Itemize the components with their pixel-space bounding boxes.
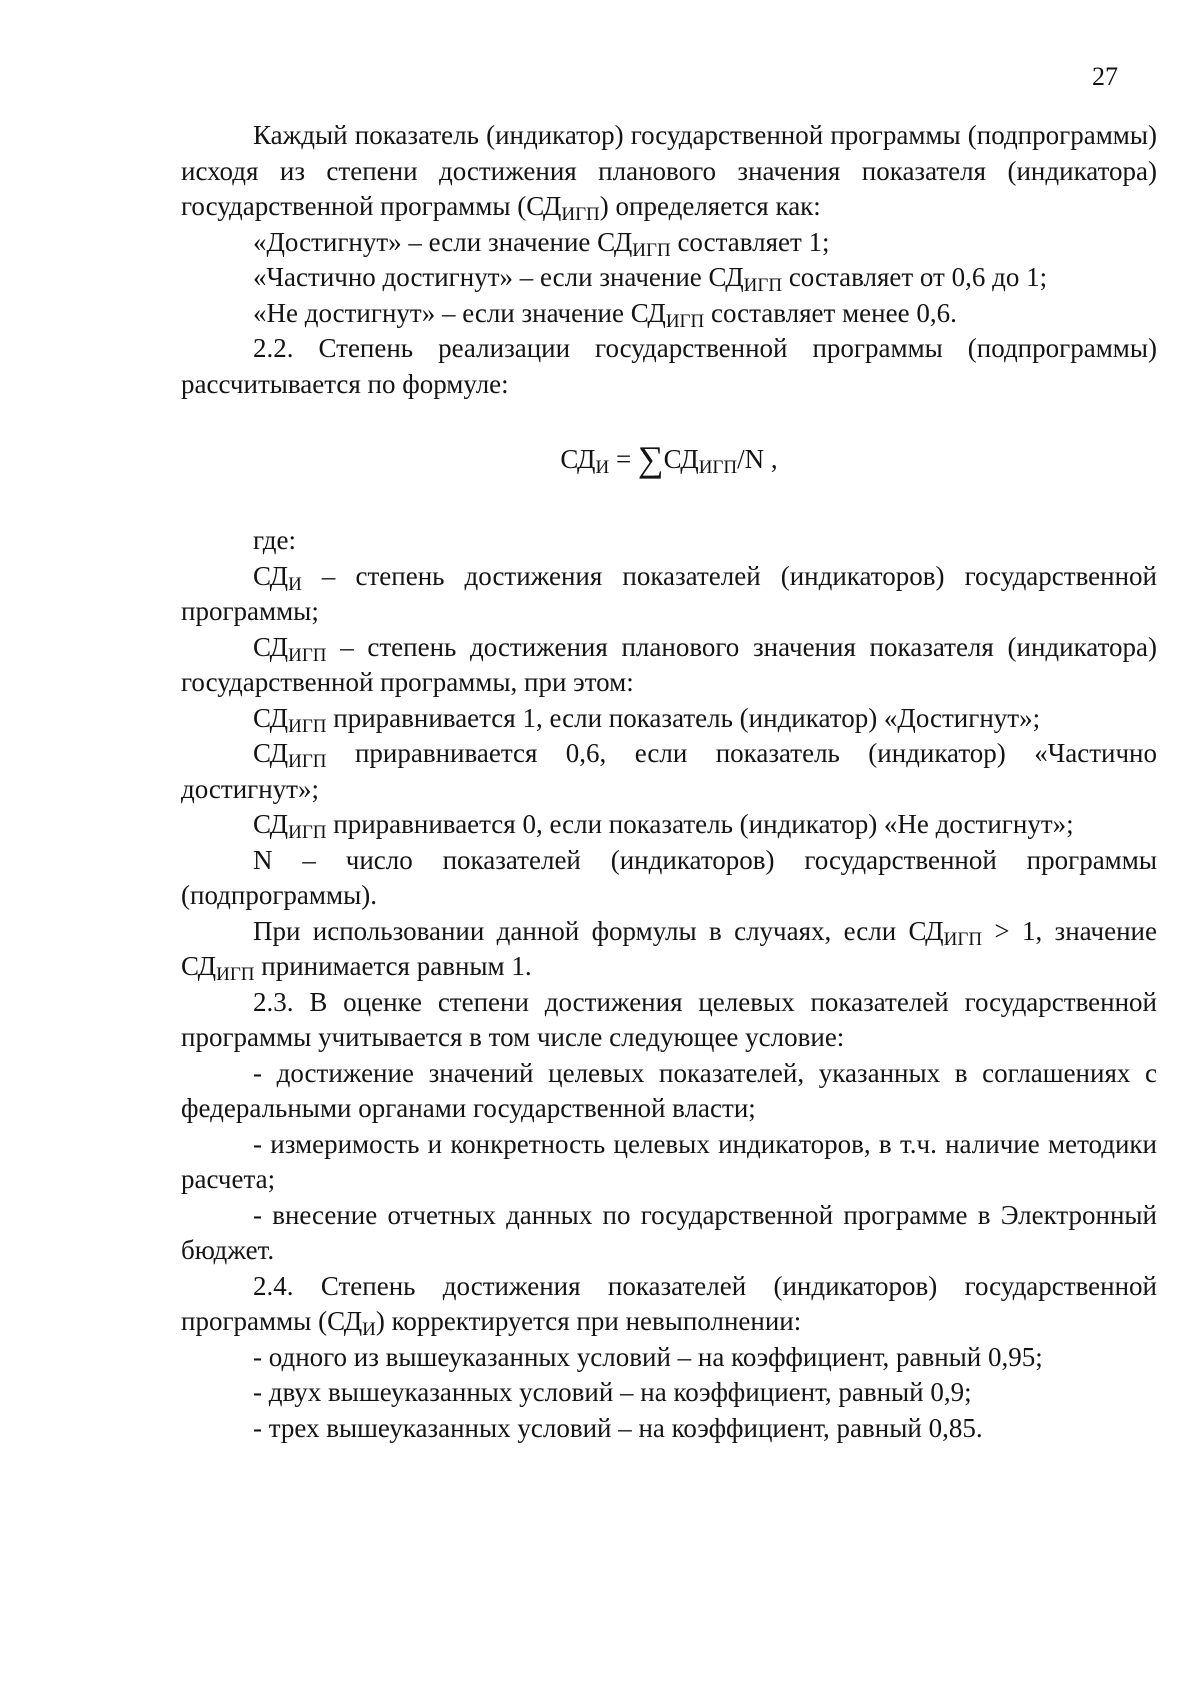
symbol-sd: СД [181,951,217,981]
condition-item: - измеримость и конкретность целевых индикаторов, в т.ч. наличие методики расчета; [181,1128,1157,1194]
coefficient-item: - одного из вышеуказанных условий – на коэффициент, равный 0,95; [253,1341,1043,1372]
subscript-igp: ИГП [632,239,671,261]
symbol-sd: СД [597,226,633,257]
definition-equals-0: $СД_{ИГП}$ приравнивается 0, если показатель (индикатор) «Не достигнут»; [253,809,1074,843]
symbol-sd: СД [908,915,944,946]
sum-sigma-icon: ∑ [637,439,664,479]
formula-tail: /N , [737,444,778,474]
definition-n: N – число показателей (индикаторов) государственной программы (подпрограммы). [181,844,1157,910]
subscript-igp: ИГП [743,275,783,296]
paragraph-indicator-definition: Каждый показатель (индикатор) государственной программы (подпрограммы) исходя из степени достижения планового значения показателя (индикатора) государственной программы $(СД_{ИГП})$ определяется как: [181,120,1157,225]
symbol-sd: СД [526,191,562,221]
subscript-igp: ИГП [288,644,327,666]
formula-rhs: СД [663,444,699,474]
formula-lhs: СД [560,444,596,474]
symbol-sd: СД [253,702,289,733]
symbol-sd: СД [253,738,289,768]
section-2-3-paragraph: 2.3. В оценке степени достижения целевых показателей государственной программы учитывается в том числе следующее условие: [181,986,1157,1052]
condition-item: - внесение отчетных данных по государственной программе в Электронный бюджет. [181,1199,1157,1265]
condition-item: - достижение значений целевых показателей, указанных в соглашениях с федеральными органами государственной власти; [181,1057,1157,1123]
formula-equals: = [609,444,638,474]
document-body [181,118,1157,1446]
subscript-igp: ИГП [665,310,705,332]
page-number: 27 [1092,62,1118,91]
subscript-igp: ИГП [561,204,600,225]
section-2-2-paragraph: 2.2. Степень реализации государственной программы (подпрограммы) рассчитывается по формуле: [181,333,1157,399]
subscript-igp: ИГП [288,715,327,737]
coefficient-item: - трех вышеуказанных условий – на коэффициент, равный 0,85. [253,1412,983,1443]
formula-rhs-subscript: ИГП [698,457,738,478]
formula-lhs-subscript: И [595,457,610,478]
symbol-sd: СД [253,809,289,839]
subscript-i: И [362,1319,376,1340]
where-label: где: [253,525,296,555]
subscript-igp: ИГП [288,751,327,772]
subscript-igp: ИГП [943,928,983,950]
definition-equals-0-6: $СД_{ИГП}$ приравнивается 0,6, если показатель (индикатор) «Частично достигнут»; [181,738,1157,804]
symbol-sd: СД [708,262,744,292]
status-item-partially-achieved: «Частично достигнут» – если значение $СД_{ИГП}$ составляет от 0,6 до 1; [253,262,1048,296]
symbol-sd: СД [253,631,289,662]
section-2-4-paragraph: 2.4. Степень достижения показателей (индикаторов) государственной программы $(СД_И)$ корректируется при невыполнении: [181,1270,1157,1340]
symbol-sd: СД [327,1306,363,1336]
subscript-igp: ИГП [216,964,255,985]
symbol-sd: СД [253,560,289,591]
coefficient-item: - двух вышеуказанных условий – на коэффициент, равный 0,9; [253,1377,972,1407]
subscript-i: И [288,573,302,595]
usage-note-paragraph: При использовании данной формулы в случаях, если $СД_{ИГП} > 1$, значение $СД_{ИГП}$ принимается равным 1. [181,915,1157,985]
formula [181,439,1157,479]
symbol-sd: СД [630,297,666,328]
definition-sdigp: $СД_{ИГП}$ – степень достижения планового значения показателя (индикатора) государственной программы, при этом: [181,631,1157,697]
subscript-igp: ИГП [288,822,327,843]
definition-equals-1: $СД_{ИГП}$ приравнивается 1, если показатель (индикатор) «Достигнут»; [253,702,1041,737]
definition-sdi: $СД_И$ – степень достижения показателей (индикаторов) государственной программы; [181,560,1157,626]
status-item-not-achieved: «Не достигнут» – если значение $СД_{ИГП}$ составляет менее 0,6. [253,297,957,332]
status-item-achieved: «Достигнут» – если значение $СД_{ИГП}$ составляет 1; [253,226,830,261]
